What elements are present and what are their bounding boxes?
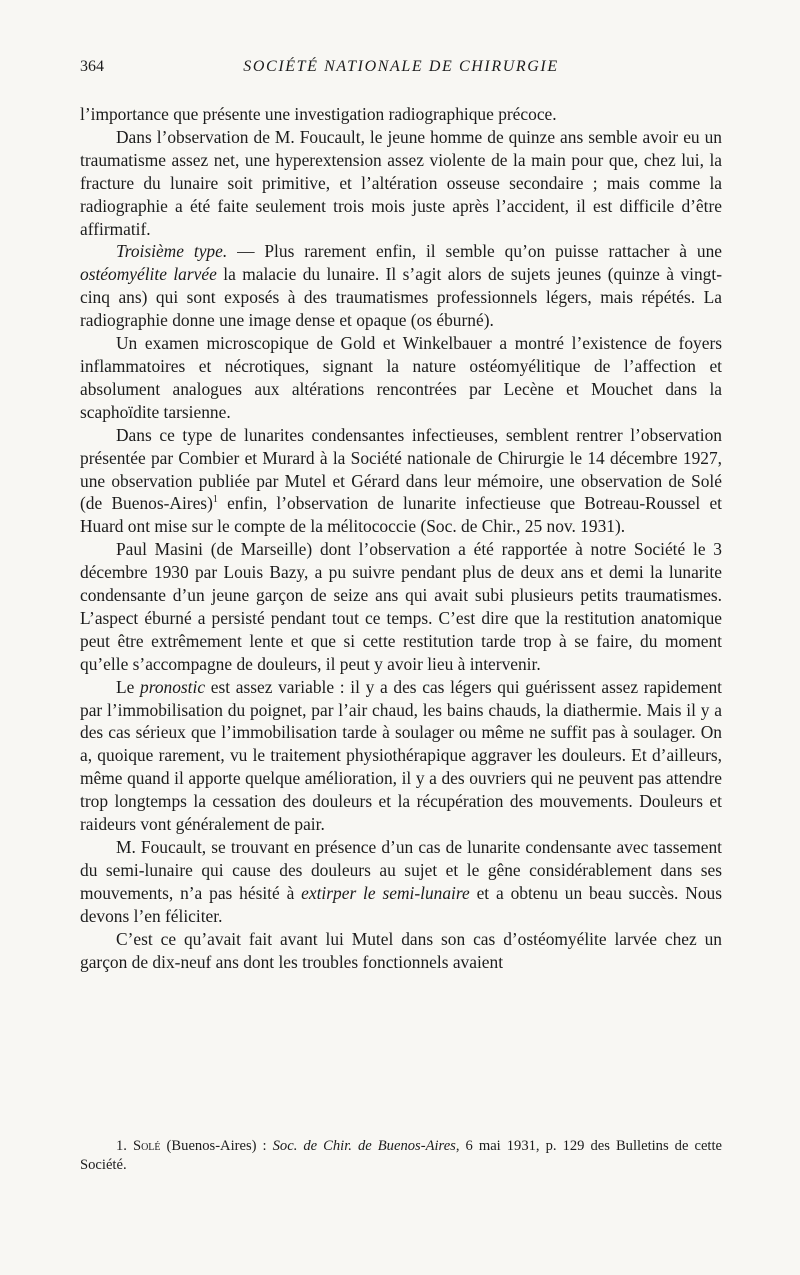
paragraph-5 <box>80 424 722 539</box>
page-header <box>80 58 722 82</box>
footnote-journal: Soc. de Chir. de Buenos-Aires <box>272 1138 456 1154</box>
section-label-troisieme-type: Troisième type. <box>116 241 228 262</box>
paragraph-5-text-b: enfin, l’observation de lunarite infectieuse que Botreau-Roussel et Huard ont mise sur le compte de la mélitococcie (Soc. de Chir., 25 nov. 1931). <box>80 493 723 537</box>
paragraph-8-text-b: et a obtenu un beau succès. Nous devons l’en féliciter. <box>80 882 722 926</box>
footnote-text-a: (Buenos-Aires) : <box>160 1138 273 1154</box>
footnote-text-b: , 6 mai 1931, p. 129 des Bulletins de cette Société. <box>80 1138 723 1173</box>
paragraph-9-text: C’est ce qu’avait fait avant lui Mutel dans son cas d’ostéomyélite larvée chez un garçon de dix-neuf ans dont les troubles fonctionnels avaient <box>80 928 722 972</box>
paragraph-4-text: Un examen microscopique de Gold et Winkelbauer a montré l’existence de foyers inflammatoires et nécrotiques, signant la nature ostéomyélitique de l’affection et absolument analogues aux altérations rencontrées par Lecène et Mouchet dans la scaphoïdite tarsienne. <box>80 333 722 422</box>
paragraph-2-text: Dans l’observation de M. Foucault, le jeune homme de quinze ans semble avoir eu un traumatisme assez net, une hyperextension assez violente de la main pour que, chez lui, la fracture du lunaire soit primitive, et l’altération osseuse secondaire ; mais comme la radiographie a été faite seulement trois mois juste après l’accident, il est difficile d’être affirmatif. <box>80 126 722 239</box>
footnote-number: 1. <box>116 1138 133 1154</box>
emphasis-osteomyelite-larvee: ostéomyélite larvée <box>80 264 217 285</box>
paragraph-7 <box>80 676 722 836</box>
paragraph-8 <box>80 836 722 928</box>
footnotes <box>80 1137 722 1175</box>
paragraph-7-text-b: est assez variable : il y a des cas légers qui guérissent assez rapidement par l’immobilisation du poignet, par l’air chaud, les bains chauds, la diathermie. Mais il y a des cas sérieux que l’immobilisation tarde à soulager ou même ne suffit pas à soulager. On a, quoique rarement, vu le traitement physiothérapique aggraver les douleurs. Et d’ailleurs, même quand il apporte quelque amélioration, il y a des ouvriers qui ne peuvent pas attendre trop longtemps la cessation des douleurs et la récupération des mouvements. Douleurs et raideurs vont généralement de pair. <box>80 676 722 835</box>
paragraph-3 <box>80 240 722 332</box>
paragraph-9 <box>80 928 722 974</box>
paragraph-3-text-b: la malacie du lunaire. Il s’agit alors de sujets jeunes (quinze à vingt-cinq ans) qui sont exposés à des traumatismes professionnels légers, mais répétés. La radiographie donne une image dense et opaque (os éburné). <box>80 264 722 331</box>
paragraph-2 <box>80 126 722 241</box>
page-number: 364 <box>80 58 104 75</box>
running-title: SOCIÉTÉ NATIONALE DE CHIRURGIE <box>243 58 559 75</box>
paragraph-1-text: l’importance que présente une investigation radiographique précoce. <box>80 104 557 124</box>
paragraph-3-text-a: — Plus rarement enfin, il semble qu’on puisse rattacher à une <box>227 241 723 262</box>
paragraph-5-text-a: Dans ce type de lunarites condensantes infectieuses, semblent rentrer l’observation présentée par Combier et Murard à la Société nationale de Chirurgie le 14 décembre 1927, une observation publiée par Mutel et Gérard dans leur mémoire, une observation de Solé (de Buenos-Aires) <box>80 424 722 514</box>
paragraph-6-text: Paul Masini (de Marseille) dont l’observation a été rapportée à notre Société le 3 décembre 1930 par Louis Bazy, a pu suivre pendant plus de deux ans et demi la lunarite condensante d’un jeune garçon de seize ans qui avait subi plusieurs petits traumatismes. L’aspect éburné a persisté pendant tout ce temps. C’est dire que la restitution anatomique peut être extrêmement lente et que si cette restitution tarde trop à se faire, du moment qu’elle s’accompagne de douleurs, il peut y avoir lieu à intervenir. <box>80 539 722 674</box>
paragraph-7-text-a: Le <box>116 676 141 697</box>
footnote-reference: 1 <box>212 494 218 506</box>
emphasis-pronostic: pronostic <box>140 676 206 697</box>
paragraph-1 <box>80 103 722 126</box>
paragraph-8-text-a: M. Foucault, se trouvant en présence d’un cas de lunarite condensante avec tassement du semi-lunaire qui cause des douleurs au sujet et le gêne considérablement dans ses mouvements, n’a pas hésité à <box>80 837 722 903</box>
paragraph-4 <box>80 332 722 424</box>
body-text <box>80 103 722 973</box>
emphasis-extirper: extirper le semi-lunaire <box>301 882 470 903</box>
paragraph-6 <box>80 538 722 675</box>
footnote-author: Solé <box>132 1138 161 1154</box>
footnote-1 <box>80 1137 722 1175</box>
